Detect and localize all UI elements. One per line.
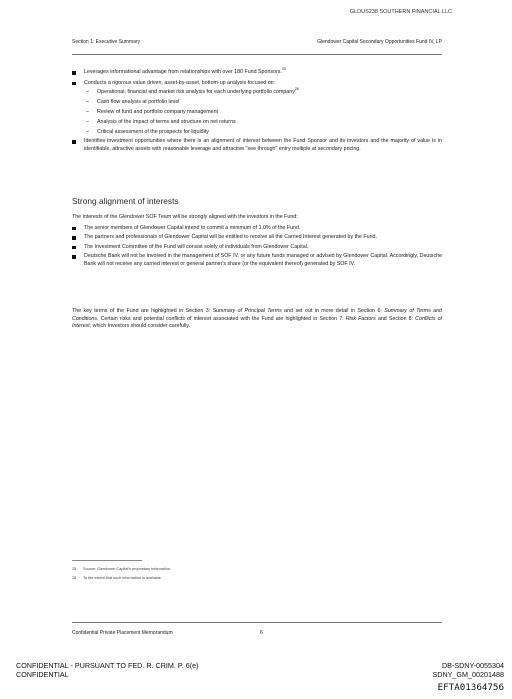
dash-icon: – [86,99,89,106]
bullet-square-icon [72,236,76,240]
fund-name: Glendower Capital Secondary Opportunities Fund IV, LP [317,39,442,45]
identifies-bullet-list [72,138,442,153]
list-item: – Critical assessment of the prospects for liquidity [86,128,209,135]
alignment-intro: The interests of the Glendower SOF Team will be strongly aligned with the investors in the Fund: [72,214,298,220]
bullet-square-icon [72,246,76,250]
footnote-list [72,566,442,581]
company-header: GLDUS238 SOUTHERN FINANCIAL LLC [349,9,452,15]
alignment-section [72,214,442,269]
memo-label: Confidential Private Placement Memorandum [72,630,173,636]
alignment-heading: Strong alignment of interests [72,196,179,206]
list-item: – Review of fund and portfolio company management [86,108,219,115]
dash-icon: – [86,108,89,115]
strategy-section [72,69,442,153]
bullet-square-icon [72,255,76,259]
list-item: Leverages informational advantage from relationships with over 180 Fund Sponsors.$^{25}$ [72,69,442,77]
dash-icon: – [86,89,89,96]
header-rule [72,54,442,55]
footnote: 25 Source: Glendower Capital's proprietary information. [72,567,172,571]
intro-bullet-list [72,69,442,87]
list-item: Deutsche Bank will not be involved in the management of SOF IV, or any future funds managed or advised by Glendower Capital. Accordingly, Deutsche Bank will not receive any carried interest or general partner's share (or the equivalent thereof) generated by SOF IV. [72,253,442,268]
sub-item-list [72,89,442,136]
bullet-square-icon [72,71,76,75]
footer-rule [72,622,442,623]
bullet-square-icon [72,82,76,86]
list-item: – Operational, financial and market risk analysis for each underlying portfolio company$^{26}$ [86,87,299,96]
list-item: The Investment Committee of the Fund will consist solely of individuals from Glendower Capital. [72,244,442,252]
footnote-rule [72,560,142,561]
footnote-ref: 25 [281,67,286,72]
page-number: 6 [260,630,263,636]
list-item: The partners and professionals of Glendower Capital will be entitled to receive all the Carried Interest generated by the Fund. [72,234,442,242]
bullet-square-icon [72,140,76,144]
dash-icon: – [86,118,89,125]
key-terms-paragraph: The key terms of the Fund are highlighted in Section 3: Summary of Principal Terms and set out in more detail in Section 6: Summary of Terms and Conditions. Certain risks and potential conflicts of interest associated with the Fund are highlighted in Section 7: Risk Factors and Section 8: Conflicts of Interest, which Investors should consider carefully. [72,308,443,330]
dash-icon: – [86,128,89,135]
section-title: Section 1: Executive Summary [72,39,141,45]
list-item: Conducts a rigorous value driven, asset-by-asset, bottom-up analysis focused on: [72,80,442,88]
footnote-ref: 26 [294,87,299,92]
bullet-square-icon [72,227,76,231]
list-item: – Analysis of the impact of terms and structure on net returns [86,118,236,125]
efta-number: EFTA01364756 [437,682,504,693]
list-item: – Cash flow analysis at portfolio level [86,99,180,106]
list-item: The senior members of Glendower Capital intend to commit a minimum of 1.0% of the Fund. [72,225,442,233]
bates-stamp-right: DB-SDNY-0055304 SDNY_GM_00201488 [432,661,504,680]
alignment-bullet-list [72,225,442,269]
list-item: Identifies investment opportunities where there is an alignment of interest between the Fund Sponsor and its investors and the majority of value is in identifiable, attractive assets with reasonable leverage and attractive "see through" entry multiple at secondary pricing. [72,138,442,153]
confidential-stamp-left: CONFIDENTIAL - PURSUANT TO FED. R. CRIM. P. 6(e) CONFIDENTIAL [16,661,199,680]
footnote: 26 To the extent that such information is available. [72,576,162,580]
